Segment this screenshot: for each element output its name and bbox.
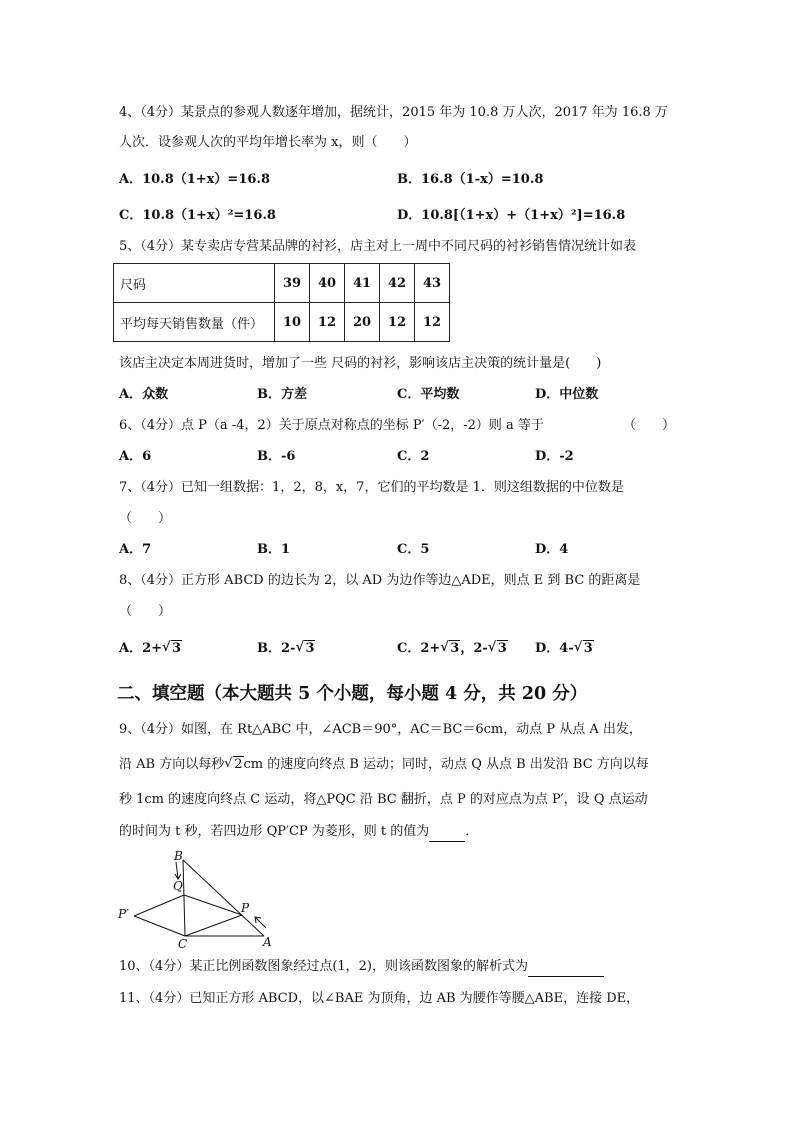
q7-option-a: A．7 (119, 542, 152, 557)
table-cell: 41 (345, 264, 380, 303)
table-cell: 43 (415, 264, 450, 303)
segment-bc (183, 860, 185, 936)
q10-stem-text: 10、（4分）某正比例函数图象经过点(1，2)，则该函数图象的解析式为 (119, 959, 528, 974)
q9-line3: 秒 1cm 的速度向终点 C 运动，将△PQC 沿 BC 翻折，点 P 的对应点为点 P′，设 Q 点运动 (119, 792, 648, 807)
table-header-sales: 平均每天销售数量（件） (114, 303, 275, 342)
q8-option-d (535, 640, 594, 658)
answer-blank[interactable] (528, 958, 604, 977)
table-cell: 40 (310, 264, 345, 303)
q5-size-table (113, 263, 450, 342)
q4-option-a: A．10.8（1+x）=16.8 (119, 172, 270, 187)
q8-option-b (257, 640, 315, 658)
radicand: 3 (497, 641, 507, 656)
q6-option-a: A．6 (119, 449, 152, 464)
q4-stem-line2: 人次．设参观人次的平均年增长率为 x，则（ ） (119, 135, 417, 150)
q6-option-d: D．-2 (535, 449, 574, 464)
q6-answer-paren: （ ） (623, 418, 676, 433)
sqrt-symbol (574, 640, 594, 658)
sqrt-symbol (440, 640, 460, 658)
q7-stem: 7、（4分）已知一组数据：1，2，8，x，7，它们的平均数是 1．则这组数据的中位数是 (119, 480, 624, 495)
q9-line2-pre: 沿 AB 方向以每秒 (119, 757, 225, 772)
q8-option-c-mid: ，2- (460, 641, 488, 656)
q4-option-b: B．16.8（1-x）=10.8 (397, 172, 544, 187)
table-cell: 12 (415, 303, 450, 342)
q8-stem: 8、（4分）正方形 ABCD 的边长为 2，以 AD 为边作等边△ADE，则点 E 到 BC 的距离是 (119, 573, 641, 588)
sqrt-symbol (488, 640, 508, 658)
q10-stem (119, 958, 604, 977)
q4-stem-line1: 4、（4分）某景点的参观人数逐年增加，据统计，2015 年为 10.8 万人次，2017 年为 16.8 万 (119, 105, 668, 120)
table-row (114, 264, 450, 303)
answer-blank[interactable] (429, 823, 465, 842)
segment-p1c (134, 916, 185, 936)
table-cell: 12 (380, 303, 415, 342)
sqrt-symbol (162, 640, 182, 658)
q8-option-d-text: D．4- (535, 641, 574, 656)
sqrt-symbol (224, 756, 243, 774)
q6-option-b: B．-6 (257, 449, 296, 464)
segment-ba (183, 860, 264, 936)
q9-line4 (119, 823, 478, 842)
q9-line4-end: ． (465, 824, 479, 839)
sqrt-symbol (295, 640, 315, 658)
table-cell: 20 (345, 303, 380, 342)
label-q: Q (173, 879, 183, 893)
q8-option-a (119, 640, 182, 658)
q6-stem: 6、（4分）点 P（a -4，2）关于原点对称点的坐标 P′（-2，-2）则 a 等于 (119, 418, 544, 433)
q7-option-b: B．1 (257, 542, 291, 557)
q9-figure (112, 848, 282, 950)
segment-cp (185, 915, 242, 936)
q5-stem: 5、（4分）某专卖店专营某品牌的衬衫，店主对上一周中不同尺码的衬衫销售情况统计如表 (119, 239, 637, 254)
q9-line1: 9、（4分）如图，在 Rt△ABC 中，∠ACB＝90°，AC＝BC＝6cm，动点 P 从点 A 出发， (119, 722, 642, 737)
radicand: 2 (234, 757, 243, 772)
q5-option-a: A．众数 (119, 387, 169, 402)
q9-line4-text: 的时间为 t 秒，若四边形 QP′CP 为菱形，则 t 的值为 (119, 824, 430, 839)
q5-stem-line2: 该店主决定本周进货时，增加了一些 尺码的衬衫，影响该店主决策的统计量是( ) (119, 356, 602, 371)
q6-option-c: C．2 (397, 449, 430, 464)
arrow-p (256, 918, 266, 928)
radicand: 3 (172, 641, 182, 656)
q8-option-c-text: C．2+ (397, 641, 441, 656)
label-a: A (263, 935, 272, 949)
table-cell: 12 (310, 303, 345, 342)
table-cell: 42 (380, 264, 415, 303)
q4-option-c: C．10.8（1+x）²=16.8 (119, 208, 276, 223)
table-row (114, 303, 450, 342)
q8-option-a-text: A．2+ (119, 641, 163, 656)
q7-stem-line2: （ ） (119, 511, 172, 526)
table-cell: 10 (275, 303, 310, 342)
table-header-size: 尺码 (114, 264, 275, 303)
section-title: 二、填空题（本大题共 5 个小题，每小题 4 分，共 20 分） (117, 684, 588, 704)
label-c: C (178, 937, 188, 950)
q9-line2-post: cm 的速度向终点 B 运动；同时，动点 Q 从点 B 出发沿 BC 方向以每 (243, 757, 649, 772)
label-p-prime: P′ (118, 907, 129, 921)
table-cell: 39 (275, 264, 310, 303)
radicand: 3 (305, 641, 315, 656)
q9-line2 (119, 756, 649, 774)
q4-option-d: D．10.8[（1+x）+（1+x）²]=16.8 (397, 208, 626, 223)
q5-option-c: C．平均数 (397, 387, 460, 402)
radicand: 3 (450, 641, 460, 656)
segment-p1q (134, 895, 184, 916)
q7-option-c: C．5 (397, 542, 430, 557)
segment-qp (184, 895, 242, 915)
radicand: 3 (583, 641, 593, 656)
q8-option-b-text: B．2- (257, 641, 296, 656)
label-p: P (241, 901, 250, 915)
q8-stem-line2: （ ） (119, 604, 172, 619)
label-b: B (174, 849, 183, 863)
q8-option-c (397, 640, 508, 658)
q11-stem: 11、（4分）已知正方形 ABCD，以∠BAE 为顶角，边 AB 为腰作等腰△ABE，连接 DE， (119, 991, 640, 1006)
q5-option-d: D．中位数 (535, 387, 599, 402)
q7-option-d: D．4 (535, 542, 569, 557)
q5-option-b: B．方差 (257, 387, 307, 402)
